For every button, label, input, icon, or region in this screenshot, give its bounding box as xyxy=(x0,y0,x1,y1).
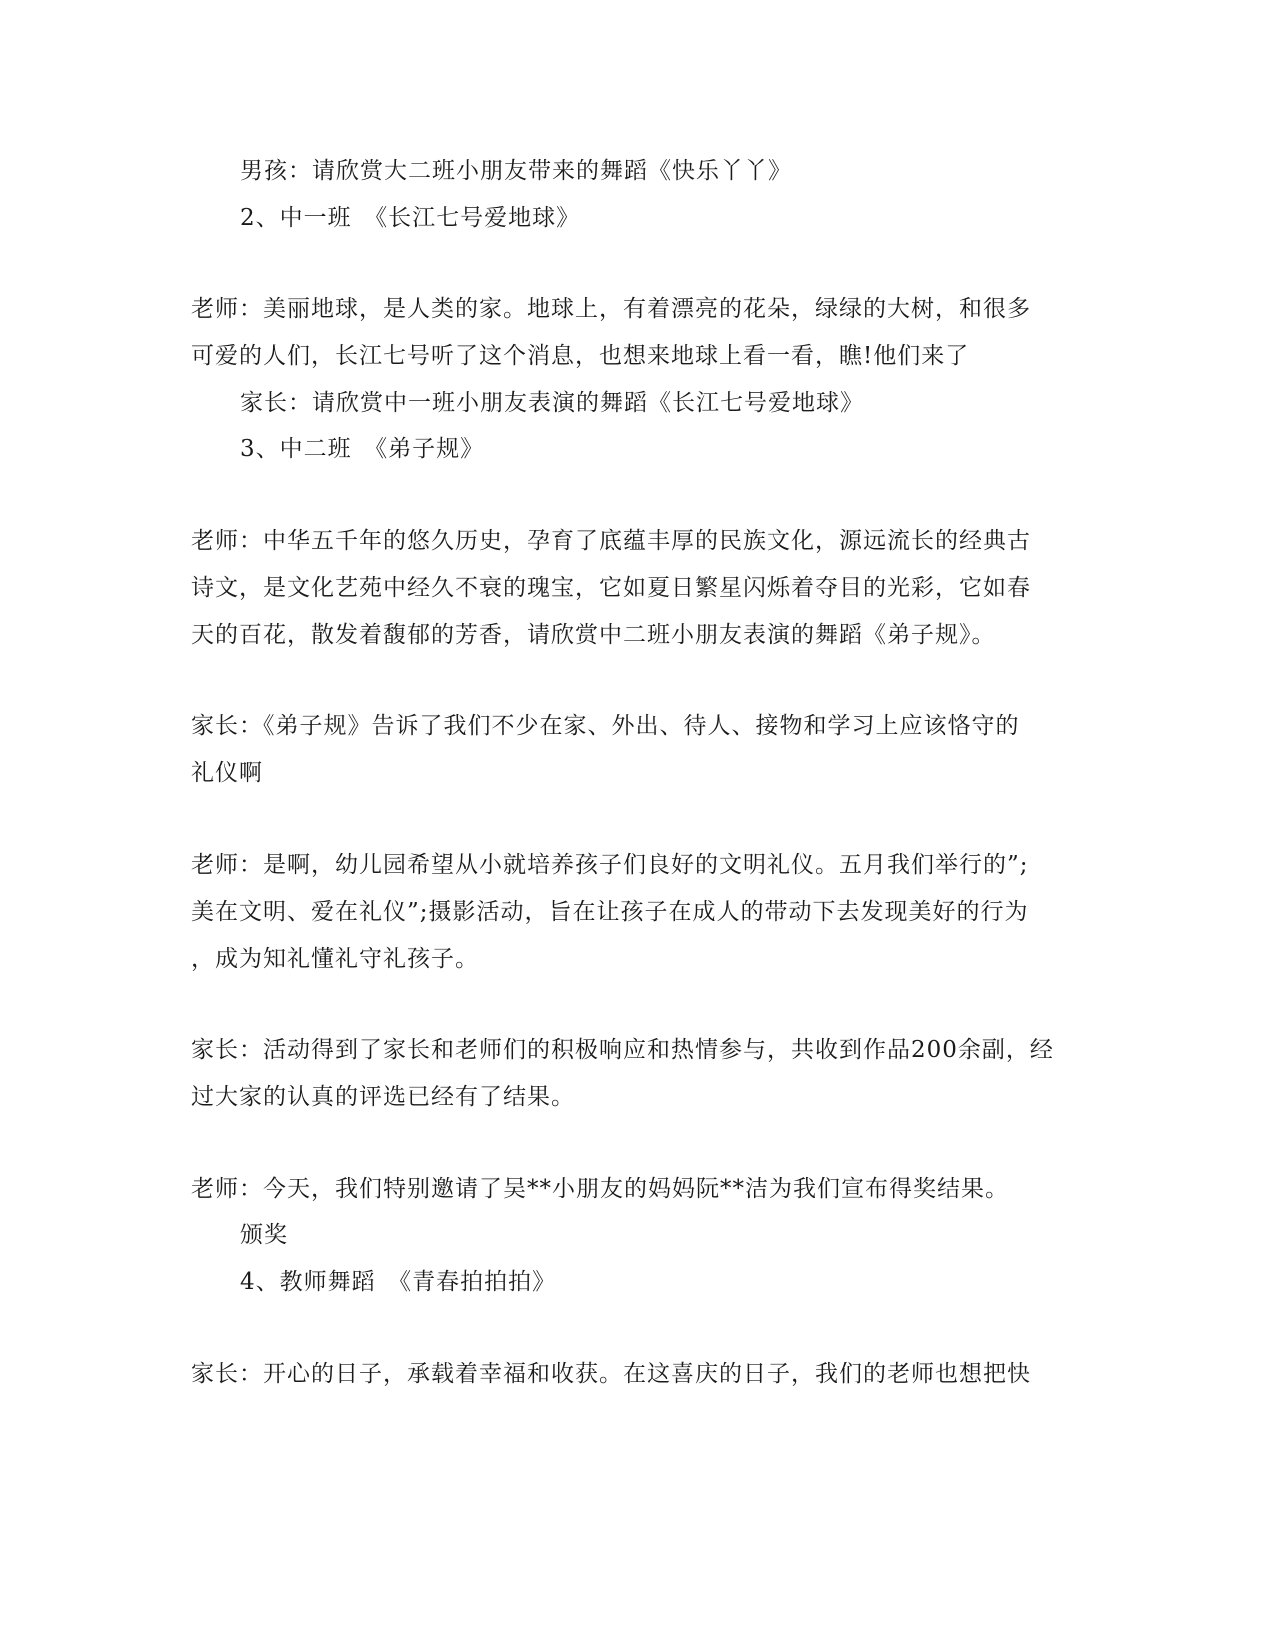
text-line: 老师：是啊，幼儿园希望从小就培养孩子们良好的文明礼仪。五月我们举行的”; xyxy=(191,852,1029,878)
text-line: 礼仪啊 xyxy=(191,760,263,786)
text-line: 家长：活动得到了家长和老师们的积极响应和热情参与，共收到作品200余副，经 xyxy=(191,1037,1054,1063)
text-line: 美在文明、爱在礼仪”;摄影活动，旨在让孩子在成人的带动下去发现美好的行为 xyxy=(191,899,1029,925)
text-line: 家长：开心的日子，承载着幸福和收获。在这喜庆的日子，我们的老师也想把快 xyxy=(191,1361,1031,1387)
text-line: 颁奖 xyxy=(240,1222,288,1248)
text-line: 老师：中华五千年的悠久历史，孕育了底蕴丰厚的民族文化，源远流长的经典古 xyxy=(191,528,1031,554)
text-line: 老师：美丽地球，是人类的家。地球上，有着漂亮的花朵，绿绿的大树，和很多 xyxy=(191,296,1031,322)
text-line: 天的百花，散发着馥郁的芳香，请欣赏中二班小朋友表演的舞蹈《弟子规》。 xyxy=(191,622,996,648)
text-line: ，成为知礼懂礼守礼孩子。 xyxy=(191,946,479,972)
text-line: 家长：请欣赏中一班小朋友表演的舞蹈《长江七号爱地球》 xyxy=(240,390,864,416)
text-line: 老师：今天，我们特别邀请了吴**小朋友的妈妈阮**洁为我们宣布得奖结果。 xyxy=(191,1176,1009,1202)
text-line: 4、教师舞蹈 《青春拍拍拍》 xyxy=(240,1269,557,1295)
text-line: 3、中二班 《弟子规》 xyxy=(240,436,485,462)
text-line: 过大家的认真的评选已经有了结果。 xyxy=(191,1084,575,1110)
text-line: 2、中一班 《长江七号爱地球》 xyxy=(240,205,581,231)
text-line: 家长：《弟子规》告诉了我们不少在家、外出、待人、接物和学习上应该恪守的 xyxy=(191,713,1020,739)
text-line: 可爱的人们，长江七号听了这个消息，也想来地球上看一看，瞧!他们来了 xyxy=(191,343,970,369)
text-line: 男孩：请欣赏大二班小朋友带来的舞蹈《快乐丫丫》 xyxy=(240,158,792,184)
text-line: 诗文，是文化艺苑中经久不衰的瑰宝，它如夏日繁星闪烁着夺目的光彩，它如春 xyxy=(191,575,1031,601)
